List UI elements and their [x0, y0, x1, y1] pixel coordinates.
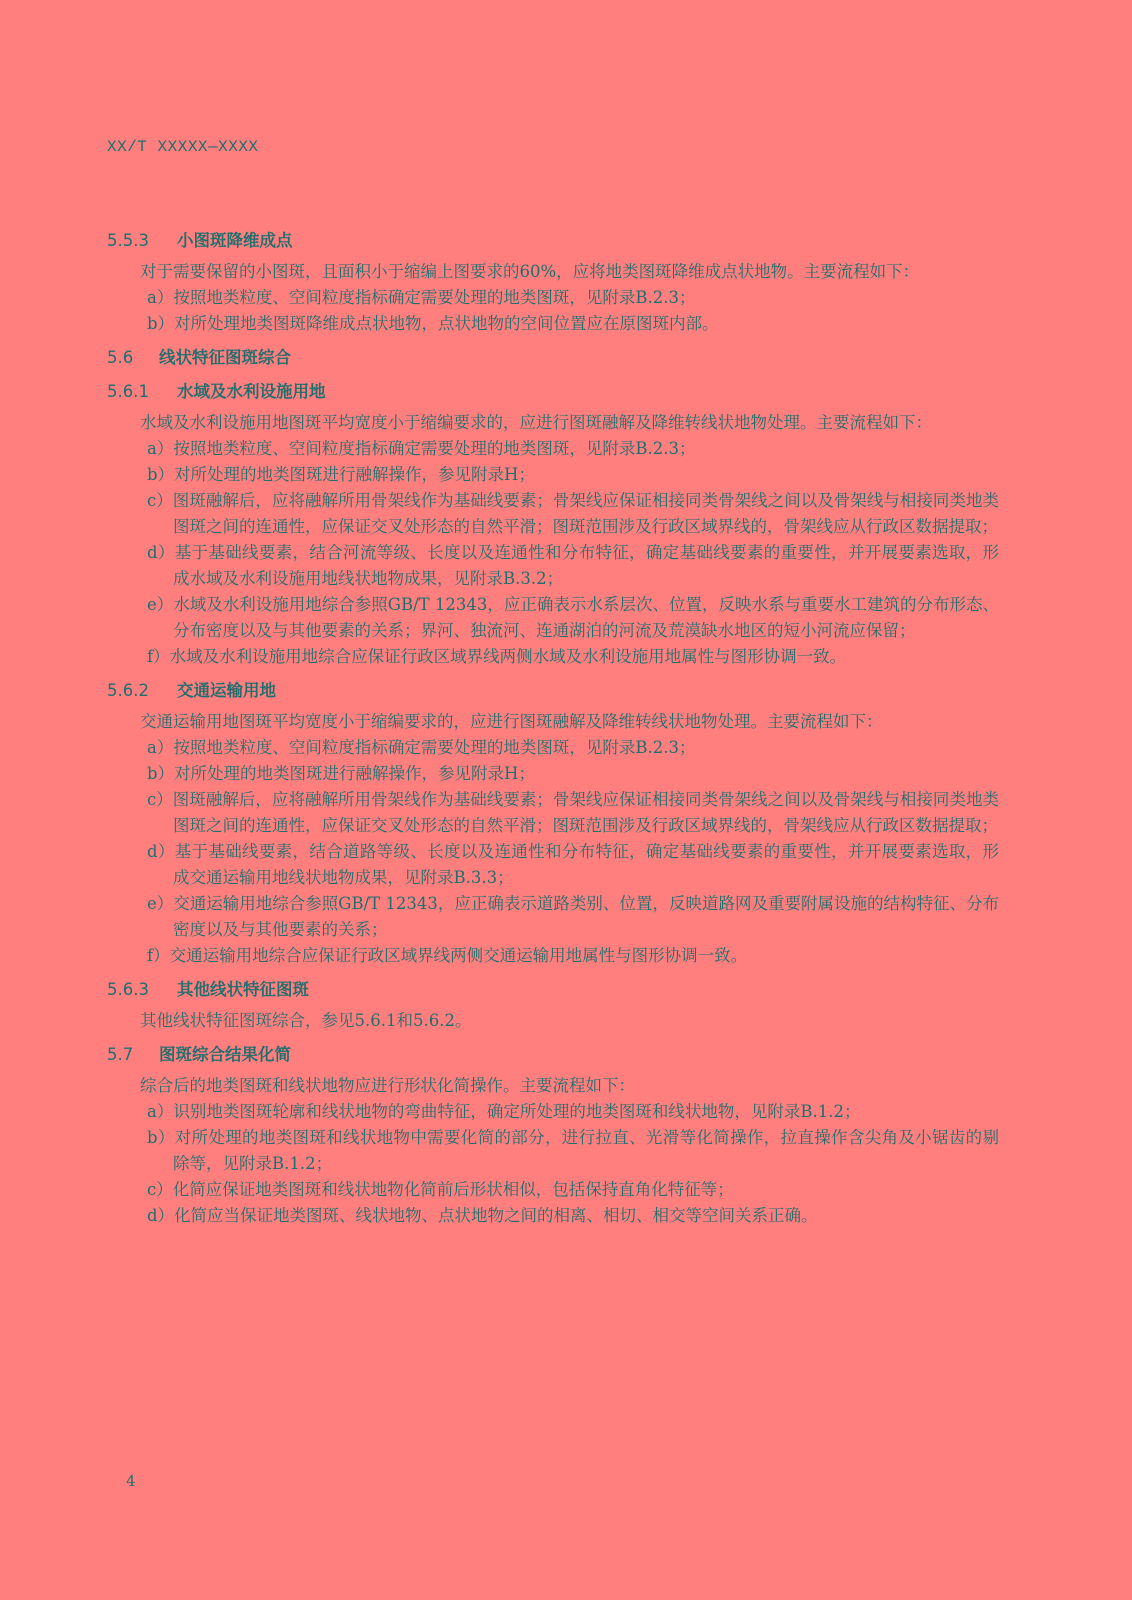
section-number: 5.6 [107, 348, 134, 367]
section-number: 5.6.3 [107, 980, 149, 999]
list-item: a）按照地类粒度、空间粒度指标确定需要处理的地类图斑，见附录B.2.3； [147, 439, 696, 458]
section-title: 交通运输用地 [177, 681, 276, 700]
list-item: e）交通运输用地综合参照GB/T 12343，应正确表示道路类别、位置，反映道路网及重要附属设施的结构特征、分布密度以及与其他要素的关系； [147, 894, 999, 939]
section-heading [107, 678, 999, 704]
section-paragraph: 综合后的地类图斑和线状地物应进行形状化简操作。主要流程如下： [140, 1076, 635, 1095]
section-number: 5.7 [107, 1045, 134, 1064]
section-heading [107, 1042, 999, 1068]
document-code: XX/T XXXXX—XXXX [107, 138, 259, 156]
document-body [107, 228, 999, 1229]
section-heading [107, 228, 999, 254]
section-paragraph: 对于需要保留的小图斑，且面积小于缩编上图要求的60%，应将地类图斑降维成点状地物。主要流程如下： [140, 262, 920, 281]
section-paragraph: 交通运输用地图斑平均宽度小于缩编要求的，应进行图斑融解及降维转线状地物处理。主要流程如下： [140, 712, 883, 731]
list-item: d）化简应当保证地类图斑、线状地物、点状地物之间的相离、相切、相交等空间关系正确。 [147, 1206, 818, 1225]
list-item: c）化简应保证地类图斑和线状地物化简前后形状相似，包括保持直角化特征等； [147, 1180, 734, 1199]
list-item: f）交通运输用地综合应保证行政区域界线两侧交通运输用地属性与图形协调一致。 [147, 946, 748, 965]
section-number: 5.5.3 [107, 231, 149, 250]
list-item: b）对所处理的地类图斑进行融解操作，参见附录H； [147, 465, 535, 484]
list-item: d）基于基础线要素，结合河流等级、长度以及连通性和分布特征，确定基础线要素的重要性，并开展要素选取，形成水域及水利设施用地线状地物成果，见附录B.3.2； [147, 543, 999, 588]
section-title: 其他线状特征图斑 [177, 980, 309, 999]
list-item: a）按照地类粒度、空间粒度指标确定需要处理的地类图斑，见附录B.2.3； [147, 288, 696, 307]
step-list [107, 735, 999, 969]
section-title: 小图斑降维成点 [177, 231, 293, 250]
list-item: a）按照地类粒度、空间粒度指标确定需要处理的地类图斑，见附录B.2.3； [147, 738, 696, 757]
page-number: 4 [126, 1472, 136, 1490]
section-paragraph: 其他线状特征图斑综合，参见5.6.1和5.6.2。 [140, 1011, 472, 1030]
step-list [107, 1099, 999, 1229]
list-item: f）水域及水利设施用地综合应保证行政区域界线两侧水域及水利设施用地属性与图形协调一致。 [147, 647, 847, 666]
list-item: b）对所处理的地类图斑和线状地物中需要化简的部分，进行拉直、光滑等化简操作，拉直操作含尖角及小锯齿的剔除等，见附录B.1.2； [147, 1128, 999, 1173]
list-item: c）图斑融解后，应将融解所用骨架线作为基础线要素；骨架线应保证相接同类骨架线之间以及骨架线与相接同类地类图斑之间的连通性，应保证交叉处形态的自然平滑；图斑范围涉及行政区域界线的，骨架线应从行政区数据提取； [147, 491, 999, 536]
list-item: e）水域及水利设施用地综合参照GB/T 12343，应正确表示水系层次、位置，反映水系与重要水工建筑的分布形态、分布密度以及与其他要素的关系；界河、独流河、连通湖泊的河流及荒漠缺水地区的短小河流应保留； [147, 595, 999, 640]
section-title: 图斑综合结果化简 [159, 1045, 291, 1064]
section-heading [107, 345, 999, 371]
section-number: 5.6.1 [107, 382, 149, 401]
list-item: d）基于基础线要素，结合道路等级、长度以及连通性和分布特征，确定基础线要素的重要性，并开展要素选取，形成交通运输用地线状地物成果，见附录B.3.3； [147, 842, 999, 887]
step-list [107, 285, 999, 337]
step-list [107, 436, 999, 670]
section-title: 水域及水利设施用地 [177, 382, 326, 401]
list-item: c）图斑融解后，应将融解所用骨架线作为基础线要素；骨架线应保证相接同类骨架线之间以及骨架线与相接同类地类图斑之间的连通性，应保证交叉处形态的自然平滑；图斑范围涉及行政区域界线的，骨架线应从行政区数据提取； [147, 790, 999, 835]
section-paragraph: 水域及水利设施用地图斑平均宽度小于缩编要求的，应进行图斑融解及降维转线状地物处理。主要流程如下： [140, 413, 932, 432]
section-heading [107, 379, 999, 405]
list-item: b）对所处理地类图斑降维成点状地物，点状地物的空间位置应在原图斑内部。 [147, 314, 719, 333]
list-item: a）识别地类图斑轮廓和线状地物的弯曲特征，确定所处理的地类图斑和线状地物，见附录B.1.2； [147, 1102, 861, 1121]
section-heading [107, 977, 999, 1003]
section-title: 线状特征图斑综合 [159, 348, 291, 367]
section-number: 5.6.2 [107, 681, 149, 700]
list-item: b）对所处理的地类图斑进行融解操作，参见附录H； [147, 764, 535, 783]
